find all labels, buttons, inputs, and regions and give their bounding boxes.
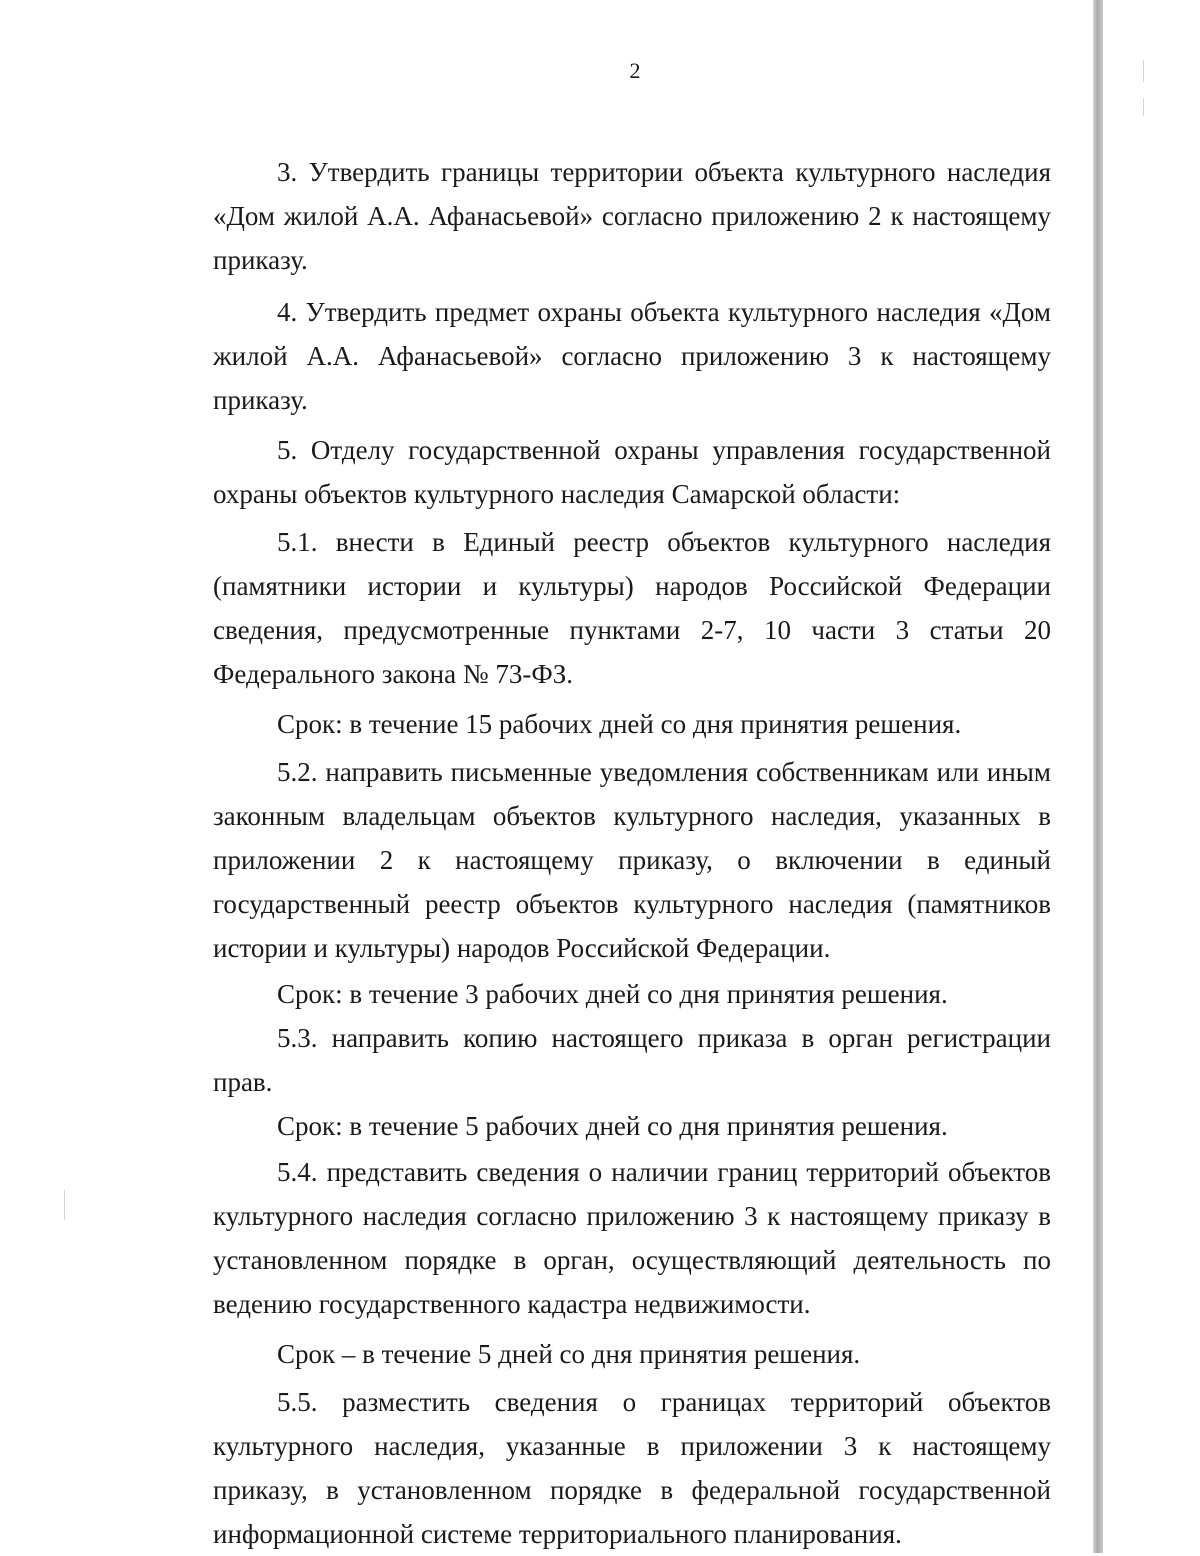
- paragraph-3: 3. Утвердить границы территории объекта культурного наследия «Дом жилой А.А. Афанасьевой» согласно приложению 2 к настоящему приказу.: [213, 157, 1051, 275]
- scan-margin: [1103, 0, 1200, 1553]
- deadline-5-3: Срок: в течение 5 рабочих дней со дня принятия решения.: [277, 1111, 948, 1141]
- document-body: [213, 150, 1051, 1556]
- deadline-5-2: Срок: в течение 3 рабочих дней со дня принятия решения.: [277, 979, 948, 1009]
- scan-speck: [1143, 60, 1144, 82]
- scan-edge-shadow: [1093, 0, 1103, 1553]
- paragraph-4: 4. Утвердить предмет охраны объекта культурного наследия «Дом жилой А.А. Афанасьевой» согласно приложению 3 к настоящему приказу.: [213, 297, 1051, 415]
- paragraph-5-4: 5.4. представить сведения о наличии границ территорий объектов культурного наследия согласно приложению 3 к настоящему приказу в установленном порядке в орган, осуществляющий деятельность по ведению государственного кадастра недвижимости.: [213, 1157, 1051, 1319]
- scan-speck: [64, 1190, 65, 1220]
- paragraph-5: 5. Отделу государственной охраны управления государственной охраны объектов культурного наследия Самарской области:: [213, 435, 1051, 509]
- deadline-5-4: Срок – в течение 5 дней со дня принятия решения.: [277, 1339, 861, 1369]
- paragraph-5-2: 5.2. направить письменные уведомления собственникам или иным законным владельцам объектов культурного наследия, указанных в приложении 2 к настоящему приказу, о включении в единый государственный реестр объектов культурного наследия (памятников истории и культуры) народов Российской Федерации.: [213, 757, 1051, 963]
- paragraph-5-3: 5.3. направить копию настоящего приказа в орган регистрации прав.: [213, 1023, 1051, 1097]
- scan-speck: [1143, 98, 1144, 116]
- page-number: 2: [629, 58, 641, 83]
- deadline-5-1: Срок: в течение 15 рабочих дней со дня принятия решения.: [277, 709, 962, 739]
- paragraph-5-5: 5.5. разместить сведения о границах территорий объектов культурного наследия, указанные в приложении 3 к настоящему приказу, в установленном порядке в федеральной государственной информационной системе территориального планирования.: [213, 1387, 1051, 1549]
- paragraph-5-1: 5.1. внести в Единый реестр объектов культурного наследия (памятники истории и культуры) народов Российской Федерации сведения, предусмотренные пунктами 2-7, 10 части 3 статьи 20 Федерального закона № 73-ФЗ.: [213, 527, 1051, 689]
